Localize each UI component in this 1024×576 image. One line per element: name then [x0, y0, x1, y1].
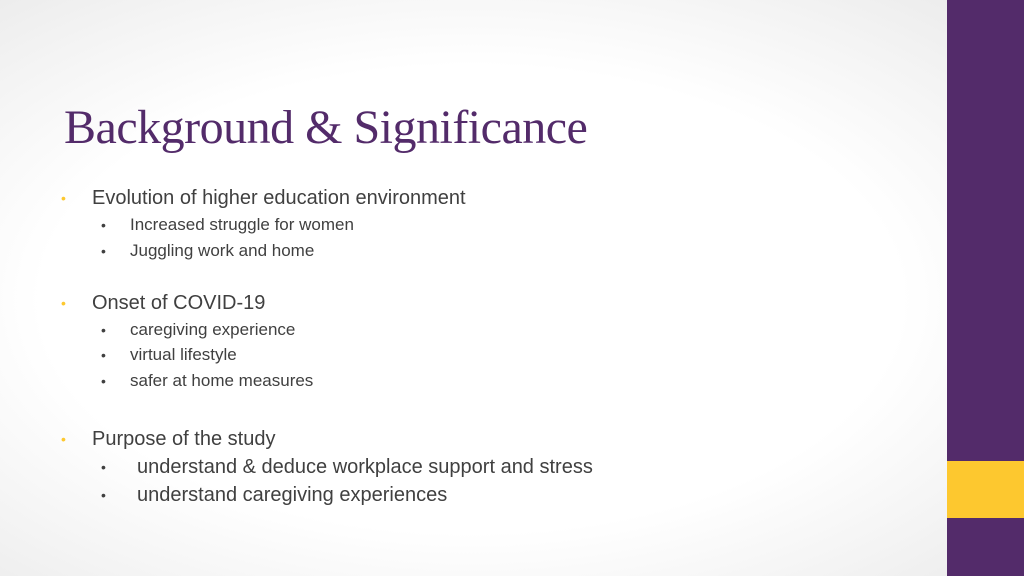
bullet-text: Onset of COVID-19 — [92, 292, 266, 314]
sub-bullet-item — [0, 212, 900, 238]
sub-bullet-text: Increased struggle for women — [130, 215, 354, 234]
bullet-item — [0, 290, 900, 316]
bullet-item — [0, 426, 900, 452]
sub-bullet-marker: • — [101, 217, 106, 233]
sub-bullet-marker: • — [101, 459, 106, 475]
sub-bullet-text: safer at home measures — [130, 371, 314, 390]
sub-bullet-marker: • — [101, 373, 106, 389]
sub-bullet-marker: • — [101, 487, 106, 503]
sub-bullet-item — [0, 454, 900, 480]
sub-bullet-item — [0, 368, 900, 394]
sub-bullet-text: caregiving experience — [130, 320, 296, 339]
bullet-marker: • — [61, 295, 66, 311]
bullet-text: Purpose of the study — [92, 428, 276, 450]
sub-bullet-marker: • — [101, 243, 106, 259]
sub-bullet-text: understand & deduce workplace support and stress — [137, 456, 593, 478]
bullet-marker: • — [61, 431, 66, 447]
sub-bullet-marker: • — [101, 322, 106, 338]
sub-bullet-item — [0, 482, 900, 508]
sub-bullet-text: Juggling work and home — [130, 241, 315, 260]
slide-title: Background & Significance — [64, 101, 588, 154]
sub-bullet-item — [0, 317, 900, 343]
sub-bullet-text: virtual lifestyle — [130, 345, 237, 364]
side-accent-block — [947, 461, 1024, 518]
bullet-item — [0, 185, 900, 211]
bullet-text: Evolution of higher education environment — [92, 187, 466, 209]
sub-bullet-marker: • — [101, 347, 106, 363]
sub-bullet-text: understand caregiving experiences — [137, 484, 448, 506]
bullet-marker: • — [61, 190, 66, 206]
sub-bullet-item — [0, 342, 900, 368]
sub-bullet-item — [0, 238, 900, 264]
